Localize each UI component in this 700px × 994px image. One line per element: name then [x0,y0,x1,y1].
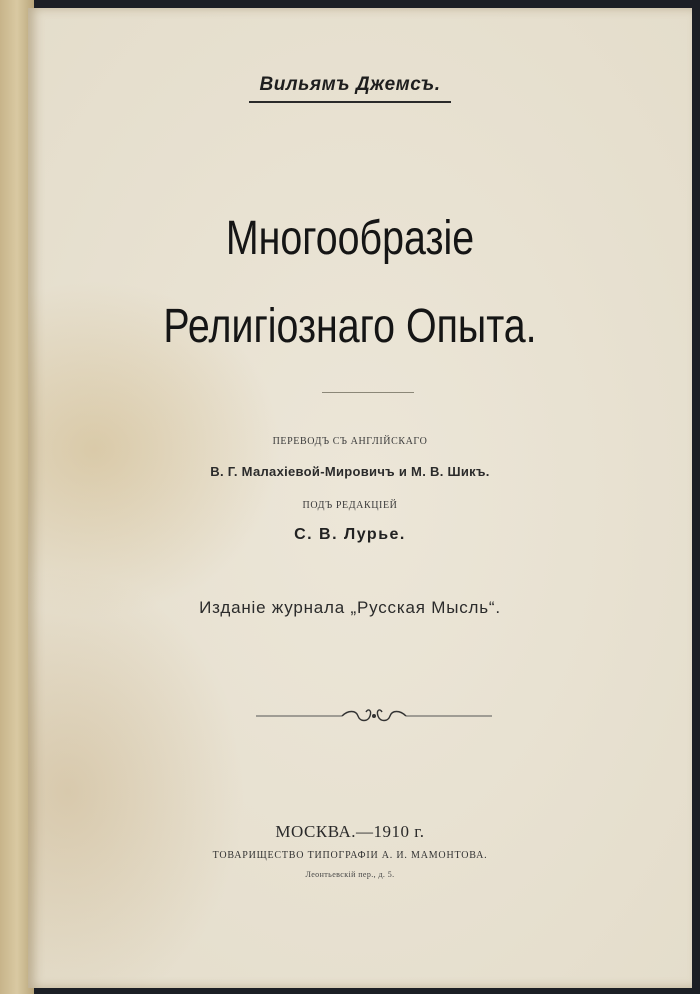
title-line-1: Многообразіе [225,212,475,265]
printer: ТОВАРИЩЕСТВО ТИПОГРАФІИ А. И. МАМОНТОВА. [212,850,488,861]
editor-label: ПОДЪ РЕДАКЦІЕЙ [302,500,398,511]
edition-note: Изданіе журнала „Русская Мысль“. [199,598,501,617]
printer-address: Леонтьевскій пер., д. 5. [305,870,395,879]
city-year: МОСКВА.—1910 г. [275,822,425,841]
divider-rule [322,392,414,393]
scroll-ornament-icon [256,704,492,728]
title-line-2: Религіознаго Опыта. [163,300,537,353]
author-name: Вильямъ Джемсъ. [249,72,450,103]
author-block [0,72,700,103]
editor-name: С. В. Лурье. [294,526,406,543]
translation-label: ПЕРЕВОДЪ СЪ АНГЛІЙСКАГО [272,436,428,447]
translators: В. Г. Малахіевой-Мировичъ и М. В. Шикъ. [210,464,490,479]
